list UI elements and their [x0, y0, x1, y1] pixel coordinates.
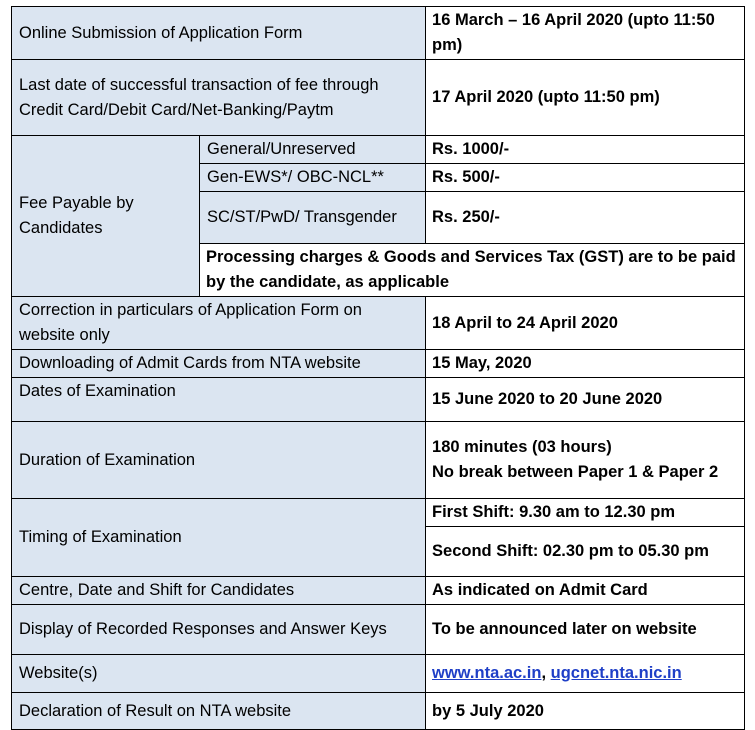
fee-category: General/Unreserved	[200, 136, 426, 164]
fee-amount: Rs. 250/-	[426, 192, 745, 244]
table-row	[12, 605, 745, 655]
responses-label: Display of Recorded Responses and Answer Keys	[12, 605, 426, 655]
online-submission-value: 16 March – 16 April 2020 (upto 11:50 pm)	[426, 7, 745, 60]
timing-label: Timing of Examination	[12, 499, 426, 577]
admit-cards-value: 15 May, 2020	[426, 350, 745, 378]
table-row	[12, 655, 745, 693]
duration-label: Duration of Examination	[12, 422, 426, 499]
responses-value: To be announced later on website	[426, 605, 745, 655]
table-row	[12, 136, 745, 164]
last-date-fee-value: 17 April 2020 (upto 11:50 pm)	[426, 60, 745, 136]
fee-amount: Rs. 500/-	[426, 164, 745, 192]
second-shift: Second Shift: 02.30 pm to 05.30 pm	[426, 527, 745, 577]
duration-value	[426, 422, 745, 499]
table-row	[12, 422, 745, 499]
first-shift: First Shift: 9.30 am to 12.30 pm	[426, 499, 745, 527]
nta-website-link[interactable]: www.nta.ac.in	[432, 664, 542, 682]
table-row	[12, 7, 745, 60]
table-row	[12, 693, 745, 730]
fee-payable-label: Fee Payable by Candidates	[12, 136, 200, 297]
duration-minutes: 180 minutes (03 hours)	[432, 438, 612, 456]
websites-label: Website(s)	[12, 655, 426, 693]
result-value: by 5 July 2020	[426, 693, 745, 730]
correction-value: 18 April to 24 April 2020	[426, 297, 745, 350]
centre-value: As indicated on Admit Card	[426, 577, 745, 605]
websites-separator: ,	[541, 664, 547, 682]
table-row	[12, 297, 745, 350]
table-row	[12, 60, 745, 136]
admit-cards-label: Downloading of Admit Cards from NTA website	[12, 350, 426, 378]
fee-amount: Rs. 1000/-	[426, 136, 745, 164]
table-row	[12, 378, 745, 422]
last-date-fee-label: Last date of successful transaction of fee through Credit Card/Debit Card/Net-Banking/Paytm	[12, 60, 426, 136]
duration-no-break: No break between Paper 1 & Paper 2	[432, 463, 719, 481]
exam-dates-value: 15 June 2020 to 20 June 2020	[426, 378, 745, 422]
schedule-table	[11, 6, 745, 730]
ugcnet-website-link[interactable]: ugcnet.nta.nic.in	[550, 664, 682, 682]
exam-dates-label: Dates of Examination	[12, 378, 426, 422]
websites-value	[426, 655, 745, 693]
fee-category: SC/ST/PwD/ Transgender	[200, 192, 426, 244]
fee-gst-note: Processing charges & Goods and Services Tax (GST) are to be paid by the candidate, as applicable	[200, 244, 745, 297]
result-label: Declaration of Result on NTA website	[12, 693, 426, 730]
schedule-table-container	[11, 6, 744, 730]
table-row	[12, 499, 745, 527]
centre-label: Centre, Date and Shift for Candidates	[12, 577, 426, 605]
correction-label: Correction in particulars of Application Form on website only	[12, 297, 426, 350]
online-submission-label: Online Submission of Application Form	[12, 7, 426, 60]
table-row	[12, 350, 745, 378]
table-row	[12, 577, 745, 605]
fee-category: Gen-EWS*/ OBC-NCL**	[200, 164, 426, 192]
